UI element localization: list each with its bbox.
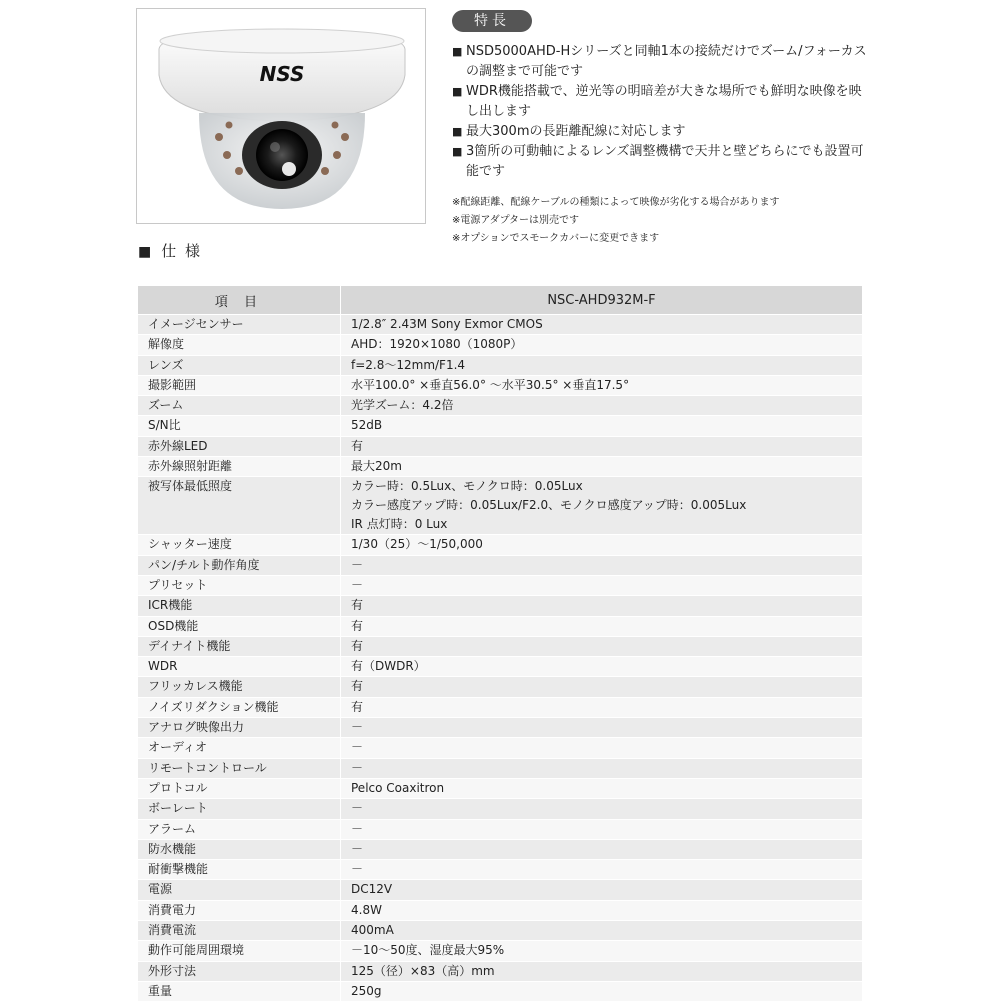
spec-value — [341, 477, 863, 535]
spec-value-line: IR 点灯時：0 Lux — [351, 517, 448, 532]
table-row — [138, 778, 862, 798]
spec-label: 被写体最低照度 — [138, 477, 341, 535]
spec-table — [138, 286, 862, 1002]
spec-heading — [138, 240, 202, 261]
spec-label: ボーレート — [138, 799, 341, 819]
spec-label: ズーム — [138, 396, 341, 416]
spec-value — [341, 616, 863, 636]
table-row — [138, 375, 862, 395]
spec-title: 仕 様 — [161, 242, 203, 260]
table-row — [138, 657, 862, 677]
spec-label: フリッカレス機能 — [138, 677, 341, 697]
spec-value-line: － — [351, 577, 364, 592]
bullet-icon: ■ — [452, 45, 463, 58]
table-header-row — [138, 286, 862, 315]
notes — [452, 194, 872, 248]
spec-value — [341, 839, 863, 859]
table-row — [138, 355, 862, 375]
feature-item: ■ 3箇所の可動軸によるレンズ調整機構で天井と壁どちらにでも設置可能です — [452, 144, 864, 179]
spec-value — [341, 436, 863, 456]
spec-value — [341, 718, 863, 738]
spec-value-line: DC12V — [351, 882, 393, 897]
spec-value — [341, 819, 863, 839]
spec-value-line: － — [351, 720, 364, 735]
spec-value-line: 有 — [351, 598, 364, 613]
spec-value — [341, 636, 863, 656]
spec-value-line: 最大20m — [351, 459, 402, 474]
spec-value-line: 1/2.8″ 2.43M Sony Exmor CMOS — [351, 317, 543, 331]
spec-value-line: 有 — [351, 679, 364, 694]
spec-label: OSD機能 — [138, 616, 341, 636]
spec-value — [341, 555, 863, 575]
spec-value-line: カラー時：0.5Lux、モノクロ時：0.05Lux — [351, 479, 583, 494]
features-badge: 特長 — [452, 10, 532, 32]
spec-value-line: － — [351, 801, 364, 816]
bullet-icon: ■ — [452, 85, 463, 98]
spec-value — [341, 396, 863, 416]
brand-logo: NSS — [259, 62, 305, 86]
spec-value — [341, 961, 863, 981]
spec-value — [341, 677, 863, 697]
table-row — [138, 636, 862, 656]
feature-item: ■ 最大300mの長距離配線に対応します — [452, 122, 872, 142]
table-row — [138, 575, 862, 595]
product-photo — [136, 8, 426, 224]
spec-value-line: － — [351, 821, 364, 836]
spec-value — [341, 941, 863, 961]
features-list — [452, 42, 872, 182]
spec-value-line: 125（径）×83（高）mm — [351, 963, 495, 978]
spec-label: 解像度 — [138, 335, 341, 355]
spec-value-line: － — [351, 841, 364, 856]
table-row — [138, 839, 862, 859]
spec-value — [341, 416, 863, 436]
table-row — [138, 941, 862, 961]
spec-value — [341, 697, 863, 717]
table-row — [138, 396, 862, 416]
spec-value — [341, 880, 863, 900]
header-model: NSC-AHD932M-F — [341, 286, 863, 315]
bullet-icon: ■ — [452, 145, 463, 158]
spec-value-line: － — [351, 760, 364, 775]
spec-value-line: 有 — [351, 699, 364, 714]
spec-label: アラーム — [138, 819, 341, 839]
spec-value-line: 水平100.0° ×垂直56.0° ～水平30.5° ×垂直17.5° — [351, 377, 630, 392]
spec-value-line: AHD：1920×1080（1080P） — [351, 337, 523, 352]
table-row — [138, 457, 862, 477]
spec-value — [341, 575, 863, 595]
table-row — [138, 738, 862, 758]
spec-value — [341, 657, 863, 677]
spec-label: 防水機能 — [138, 839, 341, 859]
spec-value — [341, 778, 863, 798]
bullet-icon: ■ — [452, 125, 463, 138]
spec-value — [341, 860, 863, 880]
table-row — [138, 616, 862, 636]
table-row — [138, 477, 862, 535]
spec-label: 重量 — [138, 981, 341, 1001]
spec-value-line: 400mA — [351, 923, 394, 938]
spec-value-line: － — [351, 740, 364, 755]
spec-value-line: 有 — [351, 618, 364, 633]
spec-value — [341, 335, 863, 355]
spec-value — [341, 758, 863, 778]
table-row — [138, 880, 862, 900]
spec-value-line: 有（DWDR） — [351, 659, 426, 674]
spec-value — [341, 355, 863, 375]
table-row — [138, 718, 862, 738]
square-icon: ■ — [138, 244, 154, 260]
spec-label: 動作可能周囲環境 — [138, 941, 341, 961]
spec-value-line: カラー感度アップ時：0.05Lux/F2.0、モノクロ感度アップ時：0.005Lux — [351, 498, 747, 513]
dome-camera-image — [137, 9, 425, 223]
table-row — [138, 961, 862, 981]
spec-label: 赤外線照射距離 — [138, 457, 341, 477]
spec-value — [341, 799, 863, 819]
spec-label: 電源 — [138, 880, 341, 900]
table-row — [138, 315, 862, 335]
table-row — [138, 819, 862, 839]
note-item: ※配線距離、配線ケーブルの種類によって映像が劣化する場合があります — [452, 197, 780, 208]
spec-value-line: 1/30（25）～1/50,000 — [351, 537, 483, 552]
spec-value-line: －10～50度、湿度最大95% — [351, 943, 505, 958]
spec-value-line: 有 — [351, 638, 364, 653]
table-row — [138, 335, 862, 355]
spec-value-line: － — [351, 557, 364, 572]
feature-item: ■ NSD5000AHD-Hシリーズと同軸1本の接続だけでズーム/フォーカスの調整まで可能です — [452, 44, 867, 79]
spec-label: デイナイト機能 — [138, 636, 341, 656]
table-row — [138, 416, 862, 436]
table-row — [138, 555, 862, 575]
spec-label: オーディオ — [138, 738, 341, 758]
spec-value — [341, 535, 863, 555]
spec-label: 赤外線LED — [138, 436, 341, 456]
spec-value — [341, 375, 863, 395]
spec-value-line: 有 — [351, 438, 364, 453]
table-row — [138, 436, 862, 456]
spec-label: プリセット — [138, 575, 341, 595]
spec-label: ノイズリダクション機能 — [138, 697, 341, 717]
table-row — [138, 900, 862, 920]
spec-label: S/N比 — [138, 416, 341, 436]
spec-value — [341, 596, 863, 616]
spec-label: リモートコントロール — [138, 758, 341, 778]
spec-value-line: 250g — [351, 983, 382, 998]
spec-label: ICR機能 — [138, 596, 341, 616]
feature-item: ■ WDR機能搭載で、逆光等の明暗差が大きな場所でも鮮明な映像を映し出します — [452, 84, 862, 119]
spec-value-line: Pelco Coaxitron — [351, 780, 445, 795]
table-row — [138, 981, 862, 1001]
spec-value — [341, 921, 863, 941]
spec-label: プロトコル — [138, 778, 341, 798]
spec-label: アナログ映像出力 — [138, 718, 341, 738]
table-row — [138, 677, 862, 697]
spec-label: シャッター速度 — [138, 535, 341, 555]
spec-value — [341, 738, 863, 758]
header-item: 項 目 — [138, 286, 341, 315]
spec-label: WDR — [138, 657, 341, 677]
spec-value-line: f=2.8～12mm/F1.4 — [351, 357, 466, 372]
table-row — [138, 799, 862, 819]
note-item: ※オプションでスモークカバーに変更できます — [452, 233, 660, 244]
table-row — [138, 860, 862, 880]
spec-label: 消費電流 — [138, 921, 341, 941]
spec-label: 撮影範囲 — [138, 375, 341, 395]
spec-label: イメージセンサー — [138, 315, 341, 335]
spec-value — [341, 315, 863, 335]
spec-value-line: 光学ズーム：4.2倍 — [351, 398, 454, 413]
spec-value-line: 52dB — [351, 418, 383, 433]
table-row — [138, 758, 862, 778]
spec-label: 耐衝撃機能 — [138, 860, 341, 880]
spec-label: 外形寸法 — [138, 961, 341, 981]
spec-table-body — [138, 315, 862, 1002]
table-row — [138, 697, 862, 717]
spec-label: レンズ — [138, 355, 341, 375]
table-row — [138, 596, 862, 616]
spec-label: 消費電力 — [138, 900, 341, 920]
spec-value-line: 4.8W — [351, 902, 382, 917]
spec-value — [341, 457, 863, 477]
spec-value — [341, 981, 863, 1001]
spec-label: パン/チルト動作角度 — [138, 555, 341, 575]
table-row — [138, 535, 862, 555]
table-row — [138, 921, 862, 941]
note-item: ※電源アダプターは別売です — [452, 215, 579, 226]
spec-value-line: － — [351, 862, 364, 877]
spec-value — [341, 900, 863, 920]
